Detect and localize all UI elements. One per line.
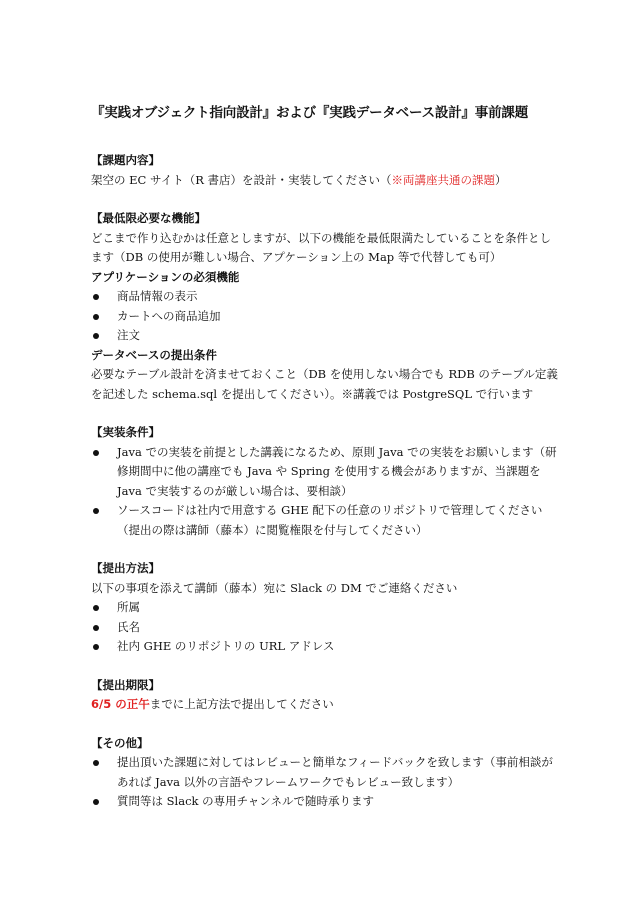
deadline-rest: までに上記方法で提出してください [149, 697, 334, 711]
heading-db: データベースの提出条件 [91, 347, 217, 362]
bullet-icon [93, 799, 99, 805]
deadline-text [91, 695, 561, 715]
app-list [91, 287, 561, 346]
bullet-icon [93, 314, 99, 320]
bullet-icon [93, 605, 99, 611]
list-item-text: 提出頂いた課題に対してはレビューと簡単なフィードバックを致します（事前相談があれば Java 以外の言語やフレームワークでもレビュー致します） [117, 755, 553, 789]
submit-list [91, 598, 561, 657]
list-item-text: 所属 [117, 600, 140, 614]
list-item [91, 307, 561, 327]
impl-list [91, 443, 561, 541]
heading-kadai: 【課題内容】 [91, 153, 160, 167]
list-item-text: カートへの商品追加 [117, 308, 221, 323]
section-minfeat [91, 209, 561, 404]
list-item [91, 501, 561, 540]
list-item [91, 753, 561, 792]
list-item [91, 598, 561, 618]
kadai-note: ※両講座共通の課題 [391, 172, 496, 187]
heading-app: アプリケーションの必須機能 [91, 269, 240, 284]
section-impl [91, 423, 561, 540]
list-item-text: Java での実装を前提とした講義になるため、原則 Java での実装をお願いします（研修期間中に他の講座でも Java や Spring を使用する機会がありますが、当課題を Java で実装するのが厳しい場合は、要相談） [117, 444, 557, 498]
list-item [91, 618, 561, 638]
bullet-icon [93, 294, 99, 300]
db-text: 必要なテーブル設計を済ませておくこと（DB を使用しない場合でも RDB のテーブル定義を記述した schema.sql を提出してください）。※講義では PostgreSQL で行います [91, 367, 558, 401]
deadline-date: 6/5 の正午 [91, 697, 150, 711]
bullet-icon [93, 333, 99, 339]
bullet-icon [93, 450, 99, 456]
list-item-text: 注文 [117, 328, 140, 342]
kadai-text [91, 171, 561, 191]
section-deadline [91, 676, 561, 715]
heading-other: 【その他】 [91, 735, 149, 750]
bullet-icon [93, 508, 99, 514]
kadai-close: ） [495, 172, 507, 187]
heading-minfeat: 【最低限必要な機能】 [91, 211, 206, 225]
submit-text: 以下の事項を添えて講師（藤本）宛に Slack の DM でご連絡ください [91, 580, 458, 595]
section-other [91, 734, 561, 812]
heading-impl: 【実装条件】 [91, 425, 160, 439]
list-item [91, 443, 561, 502]
other-list [91, 753, 561, 812]
list-item-text: 質問等は Slack の専用チャンネルで随時承ります [117, 794, 374, 808]
kadai-text-main: 架空の EC サイト（R 書店）を設計・実装してください（ [91, 172, 392, 187]
heading-submit: 【提出方法】 [91, 561, 160, 575]
list-item [91, 792, 561, 812]
list-item-text: ソースコードは社内で用意する GHE 配下の任意のリポジトリで管理してください（提出の際は講師（藤本）に閲覧権限を付与してください） [117, 503, 543, 537]
list-item [91, 637, 561, 657]
bullet-icon [93, 760, 99, 766]
heading-deadline: 【提出期限】 [91, 677, 160, 692]
bullet-icon [93, 625, 99, 631]
section-submit [91, 559, 561, 657]
list-item [91, 326, 561, 346]
document-body [91, 103, 561, 831]
list-item-text: 商品情報の表示 [117, 289, 198, 303]
list-item [91, 287, 561, 307]
section-kadai [91, 151, 561, 190]
list-item-text: 氏名 [117, 619, 140, 634]
page-title: 『実践オブジェクト指向設計』および『実践データベース設計』事前課題 [91, 105, 529, 121]
minfeat-text: どこまで作り込むかは任意としますが、以下の機能を最低限満たしていることを条件とします（DB の使用が難しい場合、アプケーション上の Map 等で代替しても可） [91, 230, 551, 264]
list-item-text: 社内 GHE のリポジトリの URL アドレス [117, 639, 335, 653]
bullet-icon [93, 644, 99, 650]
